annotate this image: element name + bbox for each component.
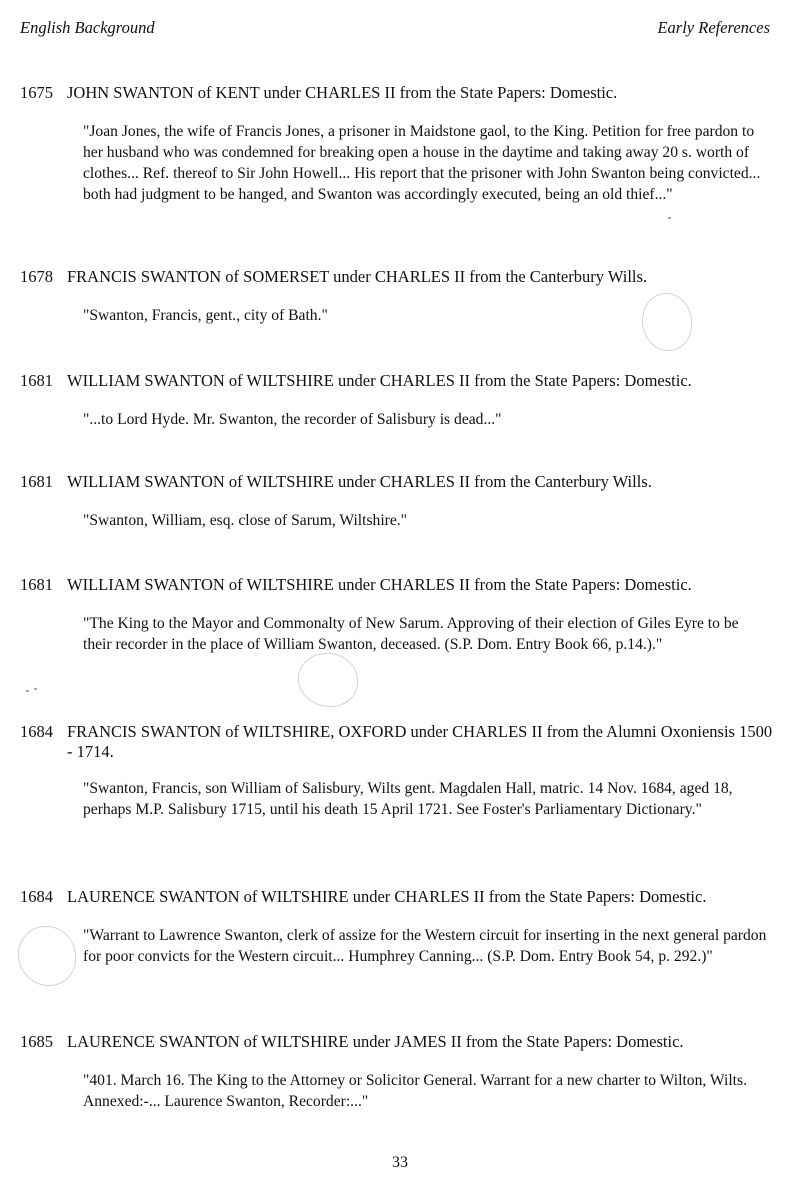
paper-speck <box>34 688 37 690</box>
paper-stain <box>298 653 358 707</box>
entry-title: LAURENCE SWANTON of WILTSHIRE under CHARLES II from the State Papers: Domestic. <box>67 887 707 906</box>
entry-1684-laurence-swanton <box>0 887 800 967</box>
paper-speck <box>668 217 671 219</box>
entry-heading <box>0 472 800 492</box>
entry-quote: "...to Lord Hyde. Mr. Swanton, the recorder of Salisbury is dead..." <box>83 411 502 428</box>
entry-year: 1681 <box>20 575 53 594</box>
entry-heading <box>0 575 800 595</box>
entry-1681-william-swanton-a <box>0 371 800 430</box>
paper-speck <box>26 690 29 692</box>
paper-stain <box>18 926 76 986</box>
entry-heading <box>0 371 800 391</box>
entry-heading <box>0 722 800 762</box>
entry-title: WILLIAM SWANTON of WILTSHIRE under CHARLES II from the State Papers: Domestic. <box>67 371 692 390</box>
entry-title: WILLIAM SWANTON of WILTSHIRE under CHARLES II from the State Papers: Domestic. <box>67 575 692 594</box>
entry-year: 1685 <box>20 1032 53 1051</box>
entry-year: 1678 <box>20 267 53 286</box>
entry-title: FRANCIS SWANTON of SOMERSET under CHARLES II from the Canterbury Wills. <box>67 267 648 286</box>
entry-heading <box>0 1032 800 1052</box>
entry-title: LAURENCE SWANTON of WILTSHIRE under JAMES II from the State Papers: Domestic. <box>67 1032 684 1051</box>
entry-quote: "Warrant to Lawrence Swanton, clerk of assize for the Western circuit for inserting in the next general pardon for poor convicts for the Western circuit... Humphrey Canning... (S.P. Dom. Entry Book 54, p. 292.)" <box>83 927 767 965</box>
entry-1675-john-swanton <box>0 83 800 205</box>
entry-1681-william-swanton-c <box>0 575 800 655</box>
entry-heading <box>0 887 800 907</box>
page-number: 33 <box>392 1154 408 1171</box>
running-header-left: English Background <box>20 18 155 37</box>
entry-year: 1675 <box>20 83 53 102</box>
entry-1681-william-swanton-b <box>0 472 800 531</box>
entry-heading <box>0 267 800 287</box>
entry-year: 1681 <box>20 371 53 390</box>
entry-title: FRANCIS SWANTON of WILTSHIRE, OXFORD under CHARLES II from the Alumni Oxoniensis 1500 - 1714. <box>67 722 773 761</box>
entry-quote: "Swanton, Francis, son William of Salisbury, Wilts gent. Magdalen Hall, matric. 14 Nov. 1684, aged 18, perhaps M.P. Salisbury 1715, until his death 15 April 1721. See Foster's Parliamentary Dictionary." <box>83 780 733 818</box>
entry-title: WILLIAM SWANTON of WILTSHIRE under CHARLES II from the Canterbury Wills. <box>67 472 652 491</box>
entry-quote: "Joan Jones, the wife of Francis Jones, a prisoner in Maidstone gaol, to the King. Petition for free pardon to her husband who was condemned for breaking open a house in the daytime and taking away 20 s. worth of clothes... Ref. thereof to Sir John Howell... His report that the prisoner with John Swanton being convicted... both had judgment to be hanged, and Swanton was accordingly executed, being an old thief..." <box>83 123 761 203</box>
entry-1684-francis-swanton <box>0 722 800 820</box>
entry-heading <box>0 83 800 103</box>
entry-quote: "Swanton, Francis, gent., city of Bath." <box>83 307 328 324</box>
entry-quote: "Swanton, William, esq. close of Sarum, Wiltshire." <box>83 512 408 529</box>
entry-year: 1684 <box>20 722 53 741</box>
entry-quote: "The King to the Mayor and Commonalty of New Sarum. Approving of their election of Giles Eyre to be their recorder in the place of William Swanton, deceased. (S.P. Dom. Entry Book 66, p.14.)." <box>83 615 739 653</box>
entry-quote: "401. March 16. The King to the Attorney or Solicitor General. Warrant for a new charter to Wilton, Wilts. Annexed:-... Laurence Swanton, Recorder:..." <box>83 1072 747 1110</box>
entry-1685-laurence-swanton <box>0 1032 800 1112</box>
entry-title: JOHN SWANTON of KENT under CHARLES II from the State Papers: Domestic. <box>67 83 618 102</box>
running-header-right: Early References <box>657 18 770 37</box>
paper-stain <box>642 293 692 351</box>
entry-year: 1681 <box>20 472 53 491</box>
entry-year: 1684 <box>20 887 53 906</box>
